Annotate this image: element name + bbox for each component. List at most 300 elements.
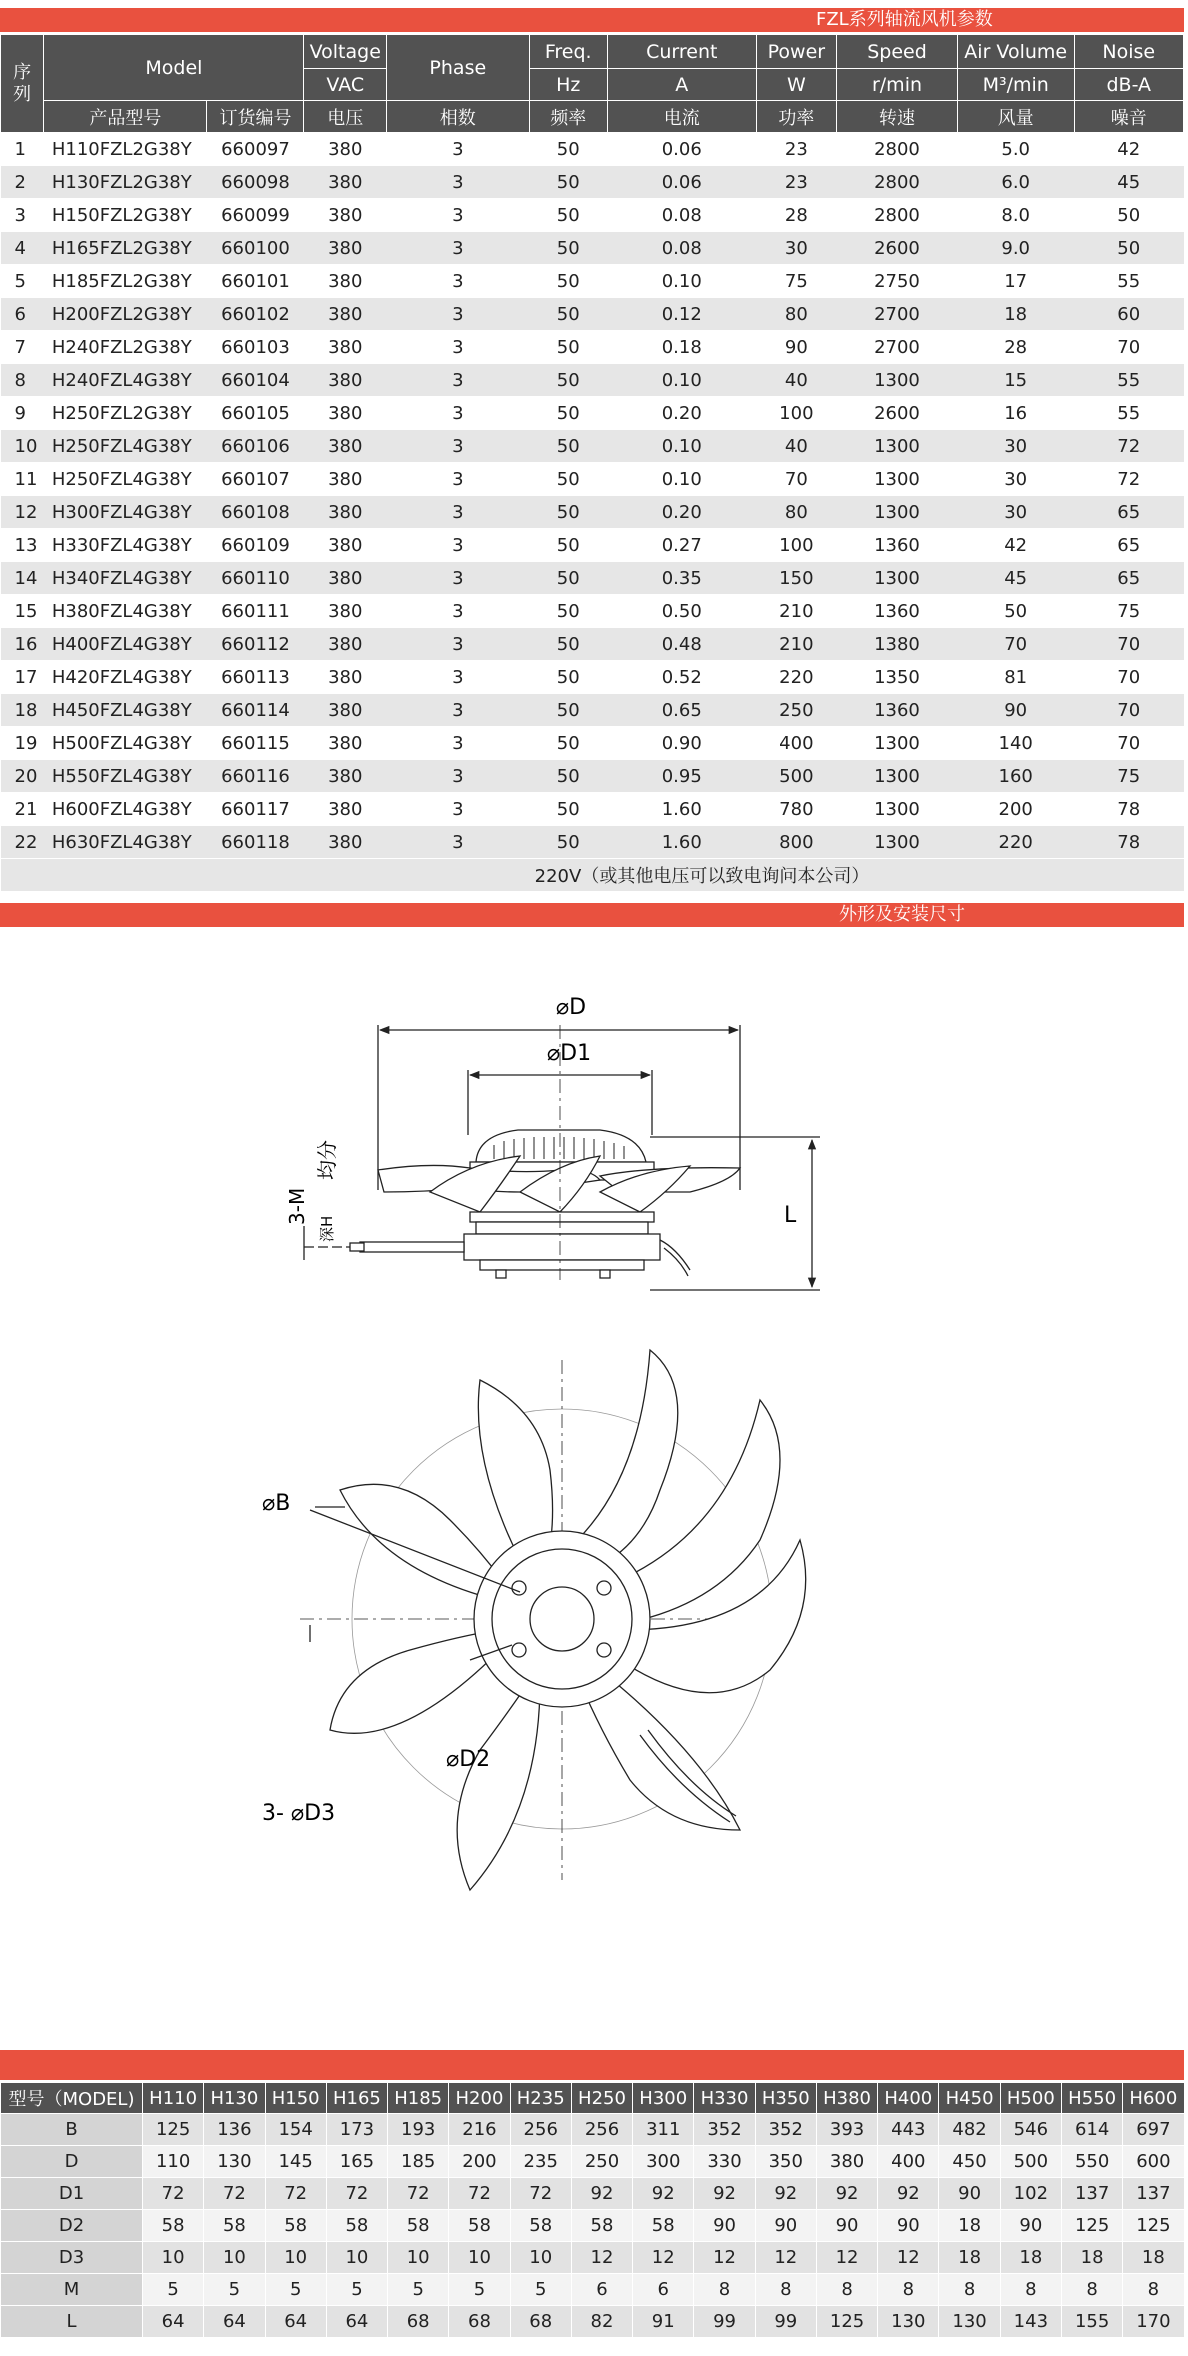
spec-cell: 0.65 [607, 694, 756, 727]
dim-cell: 145 [265, 2146, 326, 2178]
spec-cell: 13 [1, 529, 44, 562]
spec-cell: 3 [387, 397, 529, 430]
spec-cell: 65 [1074, 496, 1183, 529]
dim-row [1, 2242, 1185, 2274]
spec-cell: 65 [1074, 529, 1183, 562]
spec-cell: 42 [957, 529, 1074, 562]
dim-cell: 10 [265, 2242, 326, 2274]
spec-cell: 40 [756, 430, 837, 463]
dim-cell: 6 [571, 2274, 632, 2306]
dim-cell: 5 [510, 2274, 571, 2306]
spec-cell: 380 [304, 397, 387, 430]
spec-cell: 780 [756, 793, 837, 826]
spec-cell: 1360 [837, 694, 958, 727]
spec-cell: 50 [529, 364, 607, 397]
spec-cell: H340FZL4G38Y [44, 562, 207, 595]
spec-cell: 3 [1, 199, 44, 232]
spec-row [1, 463, 1184, 496]
label-b: ⌀B [262, 1491, 291, 1516]
spec-cell: 50 [529, 199, 607, 232]
spec-cell: 80 [756, 298, 837, 331]
spec-cell: 8.0 [957, 199, 1074, 232]
dim-cell: 5 [204, 2274, 265, 2306]
dim-cell: 90 [694, 2210, 755, 2242]
spec-cell: 250 [756, 694, 837, 727]
cn-voltage: 电压 [304, 101, 387, 133]
dim-cell: 155 [1061, 2306, 1122, 2338]
spec-cell: 18 [1, 694, 44, 727]
spec-cell: 28 [756, 199, 837, 232]
spec-cell: H250FZL4G38Y [44, 430, 207, 463]
dim-cell: 256 [571, 2114, 632, 2146]
spec-cell: 0.10 [607, 265, 756, 298]
spec-cell: 0.10 [607, 430, 756, 463]
spec-cell: 3 [387, 727, 529, 760]
spec-cell: 380 [304, 265, 387, 298]
spec-section-title: FZL系列轴流风机参数 [816, 9, 993, 30]
spec-cell: 380 [304, 496, 387, 529]
dim-cell: 8 [939, 2274, 1000, 2306]
dim-cell: 5 [449, 2274, 510, 2306]
unit-noise: dB-A [1074, 69, 1183, 101]
dim-cell: 697 [1123, 2114, 1184, 2146]
spec-cell: 1 [1, 133, 44, 166]
outline-section-band [0, 903, 1184, 927]
spec-cell: H550FZL4G38Y [44, 760, 207, 793]
cn-noise: 噪音 [1074, 101, 1183, 133]
spec-cell: 3 [387, 826, 529, 859]
spec-cell: 30 [957, 430, 1074, 463]
spec-cell: 45 [1074, 166, 1183, 199]
spec-cell: 660111 [207, 595, 304, 628]
header-freq: Freq. [529, 35, 607, 69]
header-seq: 序列 [1, 35, 44, 133]
dim-cell: 130 [204, 2146, 265, 2178]
spec-cell: 60 [1074, 298, 1183, 331]
dim-cell: 154 [265, 2114, 326, 2146]
spec-cell: 3 [387, 628, 529, 661]
dim-row-label: D [1, 2146, 143, 2178]
spec-cell: 1.60 [607, 826, 756, 859]
spec-cell: 0.50 [607, 595, 756, 628]
dim-cell: 10 [388, 2242, 449, 2274]
spec-cell: 3 [387, 694, 529, 727]
dim-cell: 173 [326, 2114, 387, 2146]
spec-cell: 50 [529, 298, 607, 331]
dim-cell: 546 [1000, 2114, 1061, 2146]
dim-cell: 12 [571, 2242, 632, 2274]
spec-cell: 70 [1074, 331, 1183, 364]
spec-cell: 380 [304, 694, 387, 727]
dim-cell: 250 [571, 2146, 632, 2178]
spec-cell: 660098 [207, 166, 304, 199]
spec-cell: H630FZL4G38Y [44, 826, 207, 859]
spec-cell: 380 [304, 430, 387, 463]
spec-cell: 220 [756, 661, 837, 694]
header-model: Model [44, 35, 304, 101]
spec-cell: 19 [1, 727, 44, 760]
spec-cell: 90 [756, 331, 837, 364]
spec-cell: 11 [1, 463, 44, 496]
dim-cell: 82 [571, 2306, 632, 2338]
dim-header-model: H150 [265, 2083, 326, 2114]
spec-cell: 2600 [837, 232, 958, 265]
dim-cell: 72 [143, 2178, 204, 2210]
dim-cell: 330 [694, 2146, 755, 2178]
dim-cell: 165 [326, 2146, 387, 2178]
dim-cell: 400 [878, 2146, 939, 2178]
header-air-volume: Air Volume [957, 35, 1074, 69]
unit-speed: r/min [837, 69, 958, 101]
dim-cell: 8 [816, 2274, 877, 2306]
spec-cell: 660118 [207, 826, 304, 859]
dim-cell: 393 [816, 2114, 877, 2146]
dim-row [1, 2210, 1185, 2242]
spec-cell: 9 [1, 397, 44, 430]
dim-header-model: H350 [755, 2083, 816, 2114]
unit-current: A [607, 69, 756, 101]
spec-cell: 0.08 [607, 199, 756, 232]
spec-cell: H420FZL4G38Y [44, 661, 207, 694]
dim-cell: 99 [755, 2306, 816, 2338]
spec-cell: 1300 [837, 826, 958, 859]
voltage-note: 220V（或其他电压可以致电询问本公司） [1, 859, 1184, 892]
spec-cell: 50 [529, 331, 607, 364]
spec-cell: 50 [1074, 199, 1183, 232]
spec-cell: 20 [1, 760, 44, 793]
dim-cell: 72 [510, 2178, 571, 2210]
spec-cell: 80 [756, 496, 837, 529]
cn-power: 功率 [756, 101, 837, 133]
dim-cell: 90 [755, 2210, 816, 2242]
spec-cell: 140 [957, 727, 1074, 760]
spec-row [1, 595, 1184, 628]
dim-cell: 5 [326, 2274, 387, 2306]
spec-cell: 50 [529, 760, 607, 793]
spec-row [1, 364, 1184, 397]
spec-cell: 380 [304, 232, 387, 265]
dim-cell: 12 [755, 2242, 816, 2274]
spec-cell: 0.06 [607, 166, 756, 199]
spec-row [1, 727, 1184, 760]
spec-cell: H150FZL2G38Y [44, 199, 207, 232]
spec-cell: 150 [756, 562, 837, 595]
dim-cell: 311 [633, 2114, 694, 2146]
spec-cell: 660097 [207, 133, 304, 166]
spec-cell: 3 [387, 793, 529, 826]
dim-header-model: H110 [143, 2083, 204, 2114]
spec-cell: 23 [756, 166, 837, 199]
dim-cell: 64 [326, 2306, 387, 2338]
spec-cell: 9.0 [957, 232, 1074, 265]
dim-cell: 8 [1000, 2274, 1061, 2306]
spec-cell: 660106 [207, 430, 304, 463]
dim-cell: 64 [143, 2306, 204, 2338]
spec-row [1, 694, 1184, 727]
spec-cell: H380FZL4G38Y [44, 595, 207, 628]
spec-cell: 28 [957, 331, 1074, 364]
spec-cell: 75 [1074, 595, 1183, 628]
spec-cell: 0.48 [607, 628, 756, 661]
spec-cell: 17 [1, 661, 44, 694]
dim-header-model: H250 [571, 2083, 632, 2114]
dim-row-label: L [1, 2306, 143, 2338]
spec-cell: 0.06 [607, 133, 756, 166]
dim-cell: 600 [1123, 2146, 1184, 2178]
spec-row [1, 496, 1184, 529]
spec-cell: 50 [529, 397, 607, 430]
spec-cell: 0.20 [607, 496, 756, 529]
spec-cell: 1300 [837, 496, 958, 529]
spec-row [1, 661, 1184, 694]
spec-cell: 22 [1, 826, 44, 859]
dim-cell: 68 [388, 2306, 449, 2338]
dim-cell: 5 [265, 2274, 326, 2306]
spec-cell: 50 [529, 232, 607, 265]
spec-cell: 3 [387, 199, 529, 232]
dim-row-label: B [1, 2114, 143, 2146]
spec-row [1, 430, 1184, 463]
spec-cell: 3 [387, 331, 529, 364]
dim-row-label: M [1, 2274, 143, 2306]
spec-row [1, 529, 1184, 562]
spec-cell: 0.27 [607, 529, 756, 562]
dim-cell: 64 [204, 2306, 265, 2338]
spec-cell: 30 [957, 463, 1074, 496]
dim-header-model: H185 [388, 2083, 449, 2114]
spec-cell: 3 [387, 562, 529, 595]
spec-cell: 380 [304, 727, 387, 760]
spec-cell: 30 [957, 496, 1074, 529]
spec-cell: 660110 [207, 562, 304, 595]
dim-cell: 58 [571, 2210, 632, 2242]
dim-cell: 72 [388, 2178, 449, 2210]
fan-spec-table [0, 34, 1184, 892]
spec-row [1, 232, 1184, 265]
spec-cell: 42 [1074, 133, 1183, 166]
dim-header-model: H500 [1000, 2083, 1061, 2114]
spec-cell: 50 [529, 430, 607, 463]
dim-cell: 443 [878, 2114, 939, 2146]
spec-cell: 18 [957, 298, 1074, 331]
dim-cell: 91 [633, 2306, 694, 2338]
dim-cell: 90 [878, 2210, 939, 2242]
spec-row [1, 793, 1184, 826]
dim-header-model: H380 [816, 2083, 877, 2114]
spec-cell: 70 [1074, 628, 1183, 661]
dim-cell: 5 [388, 2274, 449, 2306]
spec-cell: 78 [1074, 793, 1183, 826]
spec-cell: 10 [1, 430, 44, 463]
spec-cell: H130FZL2G38Y [44, 166, 207, 199]
spec-cell: 380 [304, 760, 387, 793]
header-voltage: Voltage [304, 35, 387, 69]
dim-cell: 58 [265, 2210, 326, 2242]
spec-note-row [1, 859, 1184, 892]
spec-cell: 50 [1074, 232, 1183, 265]
spec-cell: 15 [957, 364, 1074, 397]
spec-cell: 15 [1, 595, 44, 628]
dim-cell: 350 [755, 2146, 816, 2178]
dim-cell: 92 [878, 2178, 939, 2210]
dim-cell: 90 [1000, 2210, 1061, 2242]
fan-outline-drawing [0, 930, 1188, 2050]
spec-cell: 1300 [837, 562, 958, 595]
spec-cell: 70 [1074, 694, 1183, 727]
spec-cell: 800 [756, 826, 837, 859]
spec-row [1, 265, 1184, 298]
spec-cell: 0.95 [607, 760, 756, 793]
dim-cell: 12 [694, 2242, 755, 2274]
dim-cell: 68 [449, 2306, 510, 2338]
spec-cell: 0.90 [607, 727, 756, 760]
spec-cell: 660104 [207, 364, 304, 397]
spec-cell: 660114 [207, 694, 304, 727]
dim-cell: 92 [816, 2178, 877, 2210]
dim-cell: 143 [1000, 2306, 1061, 2338]
dim-cell: 125 [143, 2114, 204, 2146]
unit-voltage: VAC [304, 69, 387, 101]
spec-cell: 2800 [837, 166, 958, 199]
dim-header-model: H235 [510, 2083, 571, 2114]
spec-cell: 0.10 [607, 463, 756, 496]
spec-cell: H240FZL2G38Y [44, 331, 207, 364]
dim-cell: 170 [1123, 2306, 1184, 2338]
spec-cell: 2800 [837, 133, 958, 166]
spec-cell: 3 [387, 364, 529, 397]
dim-cell: 450 [939, 2146, 1000, 2178]
spec-cell: 1300 [837, 760, 958, 793]
label-d2: ⌀D2 [446, 1747, 491, 1772]
spec-cell: H330FZL4G38Y [44, 529, 207, 562]
spec-cell: 660099 [207, 199, 304, 232]
spec-cell: 0.20 [607, 397, 756, 430]
spec-cell: 70 [1074, 727, 1183, 760]
spec-cell: 660109 [207, 529, 304, 562]
spec-cell: H250FZL4G38Y [44, 463, 207, 496]
spec-cell: 12 [1, 496, 44, 529]
spec-cell: 1300 [837, 463, 958, 496]
spec-cell: 30 [756, 232, 837, 265]
dim-cell: 72 [204, 2178, 265, 2210]
spec-section-band [0, 8, 1184, 32]
dim-cell: 300 [633, 2146, 694, 2178]
spec-cell: 380 [304, 298, 387, 331]
spec-row [1, 760, 1184, 793]
spec-cell: 3 [387, 496, 529, 529]
spec-cell: 380 [304, 166, 387, 199]
dim-cell: 58 [449, 2210, 510, 2242]
dim-cell: 125 [816, 2306, 877, 2338]
spec-cell: 220 [957, 826, 1074, 859]
spec-cell: 3 [387, 232, 529, 265]
spec-cell: 380 [304, 562, 387, 595]
spec-cell: 75 [756, 265, 837, 298]
spec-cell: 660105 [207, 397, 304, 430]
spec-cell: 8 [1, 364, 44, 397]
spec-cell: 14 [1, 562, 44, 595]
spec-cell: 1360 [837, 529, 958, 562]
spec-cell: 3 [387, 166, 529, 199]
spec-cell: 1380 [837, 628, 958, 661]
dim-header-model: H600 [1123, 2083, 1184, 2114]
dim-cell: 12 [816, 2242, 877, 2274]
dim-cell: 200 [449, 2146, 510, 2178]
cn-air-volume: 风量 [957, 101, 1074, 133]
header-noise: Noise [1074, 35, 1183, 69]
dimension-table [0, 2082, 1185, 2338]
spec-cell: H500FZL4G38Y [44, 727, 207, 760]
header-phase: Phase [387, 35, 529, 101]
dim-cell: 5 [143, 2274, 204, 2306]
spec-cell: 16 [1, 628, 44, 661]
dim-cell: 12 [633, 2242, 694, 2274]
dim-cell: 92 [694, 2178, 755, 2210]
spec-cell: H600FZL4G38Y [44, 793, 207, 826]
spec-row [1, 826, 1184, 859]
header-power: Power [756, 35, 837, 69]
spec-cell: 50 [529, 595, 607, 628]
header-speed: Speed [837, 35, 958, 69]
spec-cell: 3 [387, 529, 529, 562]
spec-cell: 3 [387, 595, 529, 628]
spec-cell: 660116 [207, 760, 304, 793]
dim-cell: 136 [204, 2114, 265, 2146]
spec-row [1, 298, 1184, 331]
label-l: L [784, 1203, 797, 1228]
spec-cell: 70 [1074, 661, 1183, 694]
spec-cell: H185FZL2G38Y [44, 265, 207, 298]
dim-cell: 18 [1000, 2242, 1061, 2274]
cn-speed: 转速 [837, 101, 958, 133]
spec-cell: H200FZL2G38Y [44, 298, 207, 331]
cn-current: 电流 [607, 101, 756, 133]
spec-cell: 160 [957, 760, 1074, 793]
spec-cell: 50 [529, 463, 607, 496]
dim-row [1, 2178, 1185, 2210]
dim-cell: 10 [204, 2242, 265, 2274]
header-current: Current [607, 35, 756, 69]
dim-cell: 352 [755, 2114, 816, 2146]
dim-cell: 64 [265, 2306, 326, 2338]
spec-cell: 50 [529, 133, 607, 166]
spec-cell: 0.35 [607, 562, 756, 595]
dim-header-model: H165 [326, 2083, 387, 2114]
spec-cell: 78 [1074, 826, 1183, 859]
dim-cell: 137 [1061, 2178, 1122, 2210]
spec-cell: 380 [304, 826, 387, 859]
spec-cell: 55 [1074, 364, 1183, 397]
spec-cell: 6 [1, 298, 44, 331]
dim-row-label: D3 [1, 2242, 143, 2274]
spec-cell: 4 [1, 232, 44, 265]
spec-cell: 660103 [207, 331, 304, 364]
dim-cell: 58 [388, 2210, 449, 2242]
spec-cell: 400 [756, 727, 837, 760]
dim-cell: 18 [939, 2242, 1000, 2274]
dim-cell: 10 [449, 2242, 510, 2274]
outline-section-title: 外形及安装尺寸 [839, 904, 965, 925]
spec-cell: 70 [756, 463, 837, 496]
spec-cell: 81 [957, 661, 1074, 694]
dim-cell: 185 [388, 2146, 449, 2178]
dim-cell: 8 [878, 2274, 939, 2306]
spec-cell: 2800 [837, 199, 958, 232]
dim-cell: 235 [510, 2146, 571, 2178]
spec-cell: 660108 [207, 496, 304, 529]
spec-cell: 1.60 [607, 793, 756, 826]
dim-cell: 58 [326, 2210, 387, 2242]
